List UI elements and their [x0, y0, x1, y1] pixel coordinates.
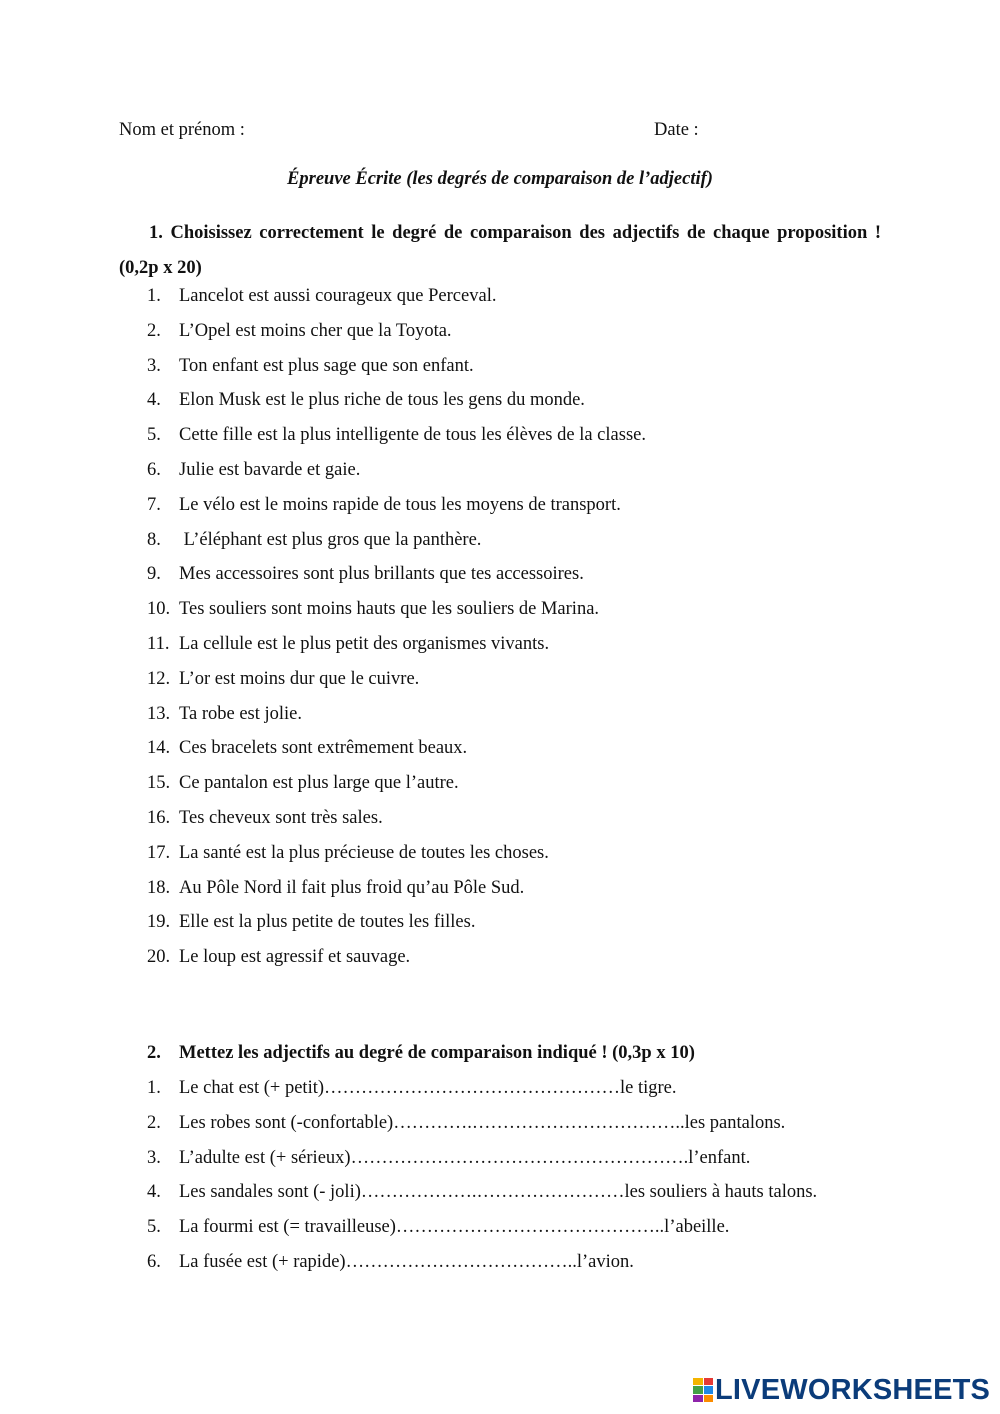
section1-item-number: 19.	[147, 912, 171, 933]
section1-item-text: Tes cheveux sont très sales.	[179, 808, 383, 828]
section1-item-number: 14.	[147, 738, 171, 759]
logo-text: LIVEWORKSHEETS	[715, 1373, 991, 1406]
section1-item-text: Le loup est agressif et sauvage.	[179, 947, 411, 968]
section1-item-text: La cellule est le plus petit des organismes vivants.	[179, 634, 550, 654]
section1-item-text: Tes souliers sont moins hauts que les souliers de Marina.	[179, 599, 600, 620]
section1-number: 1.	[149, 223, 163, 243]
section2-item-text: Le chat est (+ petit)…………………………………………le tigre.	[179, 1078, 677, 1098]
name-label: Nom et prénom :	[119, 120, 245, 140]
section1-item-number: 5.	[147, 425, 161, 446]
liveworksheets-logo-icon	[693, 1378, 713, 1402]
section1-item-text: Au Pôle Nord il fait plus froid qu’au Pôle Sud.	[179, 877, 525, 898]
section1-item-number: 17.	[147, 842, 171, 863]
section1-item-text: L’Opel est moins cher que la Toyota.	[179, 320, 452, 341]
page-title: Épreuve Écrite (les degrés de comparaison de l’adjectif)	[287, 169, 713, 189]
section1-item-text: Le vélo est le moins rapide de tous les moyens de transport.	[179, 494, 621, 515]
section2-item-text: L’adulte est (+ sérieux)……………………………………………….l’enfant.	[179, 1147, 751, 1168]
section1-item-number: 1.	[147, 286, 161, 306]
section1-item-number: 3.	[147, 355, 161, 376]
section2-instruction	[147, 1043, 695, 1064]
section2-instruction-text: Mettez les adjectifs au degré de comparaison indiqué ! (0,3p x 10)	[179, 1043, 695, 1063]
section1-item-text: Mes accessoires sont plus brillants que tes accessoires.	[179, 564, 584, 585]
section1-item-text: Cette fille est la plus intelligente de tous les élèves de la classe.	[179, 425, 646, 446]
section1-item-text: Ta robe est jolie.	[179, 703, 303, 724]
section1-item-number: 6.	[147, 460, 161, 480]
section1-item-text: Elon Musk est le plus riche de tous les gens du monde.	[179, 390, 585, 411]
section1-item-text: Ce pantalon est plus large que l’autre.	[179, 773, 459, 794]
section1-item-number: 12.	[147, 668, 171, 689]
section1-item-number: 15.	[147, 773, 171, 794]
section1-item-text: La santé est la plus précieuse de toutes les choses.	[179, 842, 549, 863]
section1-item-number: 9.	[147, 564, 161, 585]
section1-item-text: Elle est la plus petite de toutes les filles.	[179, 912, 476, 933]
section2-item-text: La fusée est (+ rapide)………………………………..l’avion.	[179, 1252, 634, 1272]
section1-item-number: 8.	[147, 529, 161, 550]
section2-item-number: 6.	[147, 1252, 161, 1272]
section1-item-number: 20.	[147, 947, 171, 968]
section1-item-text: Ton enfant est plus sage que son enfant.	[179, 355, 474, 376]
section1-item-text: Lancelot est aussi courageux que Perceval.	[179, 286, 497, 306]
section1-item-number: 4.	[147, 390, 161, 411]
section1-item-number: 11.	[147, 634, 170, 654]
liveworksheets-logo	[693, 1375, 990, 1405]
section2-item-text: Les sandales sont (- joli)……………….……………………les souliers à hauts talons.	[179, 1182, 818, 1203]
section2-item-number: 5.	[147, 1217, 161, 1238]
section1-item-number: 16.	[147, 808, 171, 828]
section2-item-number: 2.	[147, 1112, 161, 1133]
section1-item-number: 2.	[147, 320, 161, 341]
section2-item-text: La fourmi est (= travailleuse)……………………………………..l’abeille.	[179, 1217, 730, 1238]
section1-item-number: 7.	[147, 494, 161, 515]
section2-number: 2.	[147, 1043, 161, 1063]
section1-instruction-text: Choisissez correctement le degré de comparaison des adjectifs de chaque proposition ! (0,2p x 20)	[119, 223, 882, 278]
section1-item-text: L’or est moins dur que le cuivre.	[179, 668, 420, 689]
section1-item-text: Julie est bavarde et gaie.	[179, 460, 361, 480]
section1-item-number: 13.	[147, 703, 171, 724]
section1-item-text: L’éléphant est plus gros que la panthère.	[179, 529, 482, 550]
section1-item-text: Ces bracelets sont extrêmement beaux.	[179, 738, 468, 759]
date-label: Date :	[654, 120, 699, 140]
section2-item-number: 3.	[147, 1147, 161, 1168]
section1-item-number: 18.	[147, 877, 171, 898]
section1-item-number: 10.	[147, 599, 171, 620]
section2-item-text: Les robes sont (-confortable)………….……………………………..les pantalons.	[179, 1112, 786, 1133]
section1-instruction	[119, 216, 881, 286]
section2-item-number: 1.	[147, 1078, 161, 1098]
section2-item-number: 4.	[147, 1182, 161, 1203]
